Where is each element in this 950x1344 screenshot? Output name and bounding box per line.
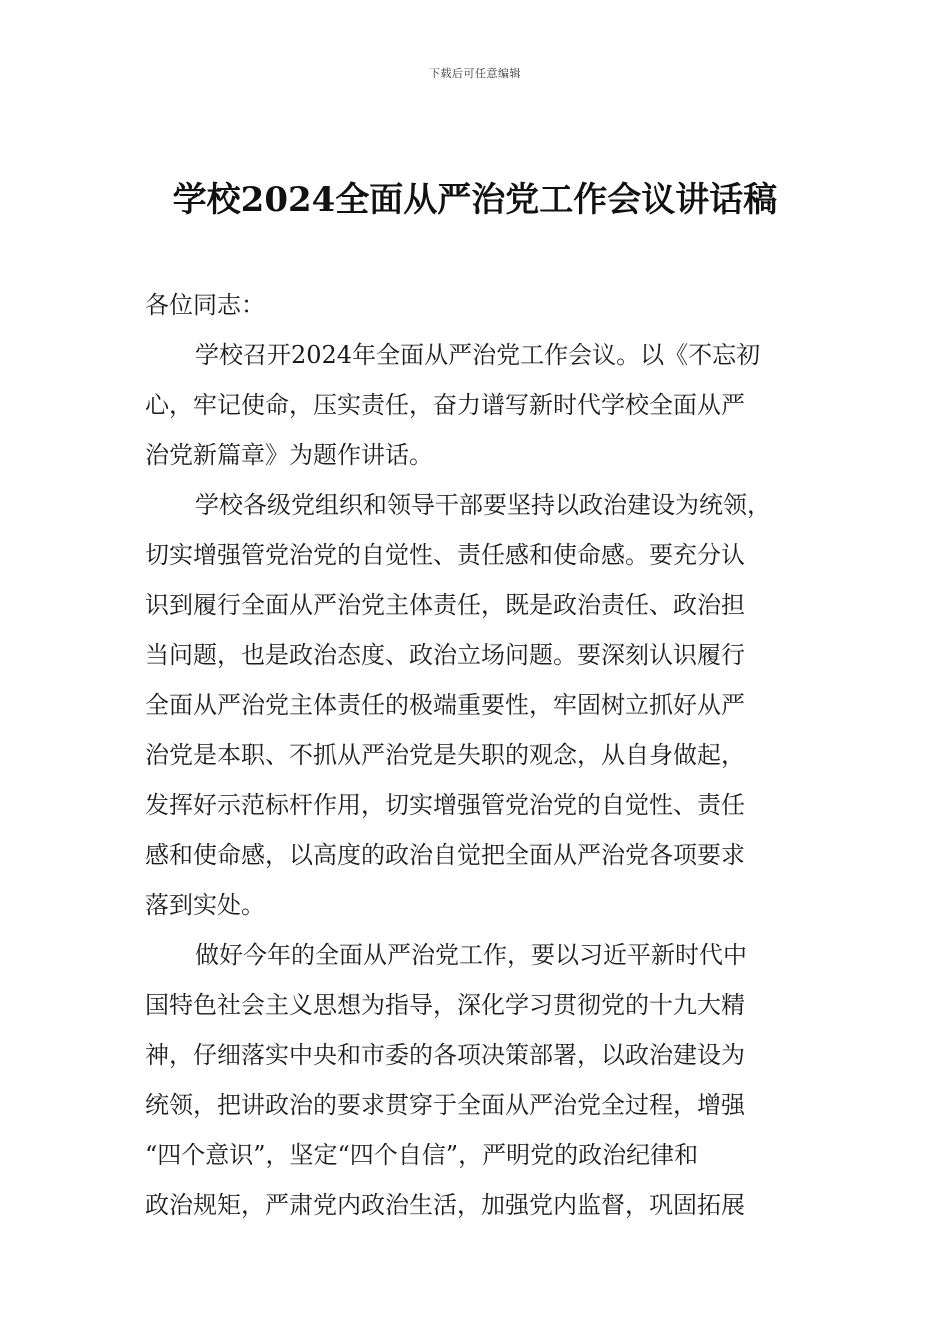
document-title: 学校2024全面从严治党工作会议讲话稿: [172, 180, 778, 220]
paragraph-line: 感和使命感，以高度的政治自觉把全面从严治党各项要求: [145, 841, 745, 869]
paragraph-line: 治党是本职、不抓从严治党是失职的观念，从自身做起，: [145, 741, 745, 769]
paragraph-line: 国特色社会主义思想为指导，深化学习贯彻党的十九大精: [145, 991, 745, 1019]
paragraph-line: 当问题，也是政治态度、政治立场问题。要深刻认识履行: [145, 641, 745, 669]
header-note: 下载后可任意编辑: [429, 67, 521, 80]
paragraph-line: “四个意识”，坚定“四个自信”，严明党的政治纪律和: [145, 1141, 699, 1169]
document-body: [145, 280, 815, 1230]
paragraph-line: 发挥好示范标杆作用，切实增强管党治党的自觉性、责任: [145, 791, 745, 819]
paragraph-line: 心，牢记使命，压实责任，奋力谱写新时代学校全面从严: [145, 391, 745, 419]
paragraph-2: [145, 480, 815, 930]
paragraph-line: 学校召开2024年全面从严治党工作会议。以《不忘初: [195, 341, 761, 369]
paragraph-line: 识到履行全面从严治党主体责任，既是政治责任、政治担: [145, 591, 745, 619]
paragraph-line: 做好今年的全面从严治党工作，要以习近平新时代中: [195, 941, 747, 969]
paragraph-line: 治党新篇章》为题作讲话。: [145, 441, 433, 469]
paragraph-line: 落到实处。: [145, 891, 265, 919]
paragraph-line: 政治规矩，严肃党内政治生活，加强党内监督，巩固拓展: [145, 1191, 745, 1219]
paragraph-line: 全面从严治党主体责任的极端重要性，牢固树立抓好从严: [145, 691, 745, 719]
paragraph-line: 神，仔细落实中央和市委的各项决策部署，以政治建设为: [145, 1041, 745, 1069]
paragraph-line: 学校各级党组织和领导干部要坚持以政治建设为统领，: [195, 491, 771, 519]
salutation: 各位同志：: [145, 291, 265, 319]
paragraph-line: 切实增强管党治党的自觉性、责任感和使命感。要充分认: [145, 541, 745, 569]
paragraph-1: [145, 330, 815, 480]
paragraph-line: 统领，把讲政治的要求贯穿于全面从严治党全过程，增强: [145, 1091, 745, 1119]
paragraph-3: [145, 930, 815, 1230]
